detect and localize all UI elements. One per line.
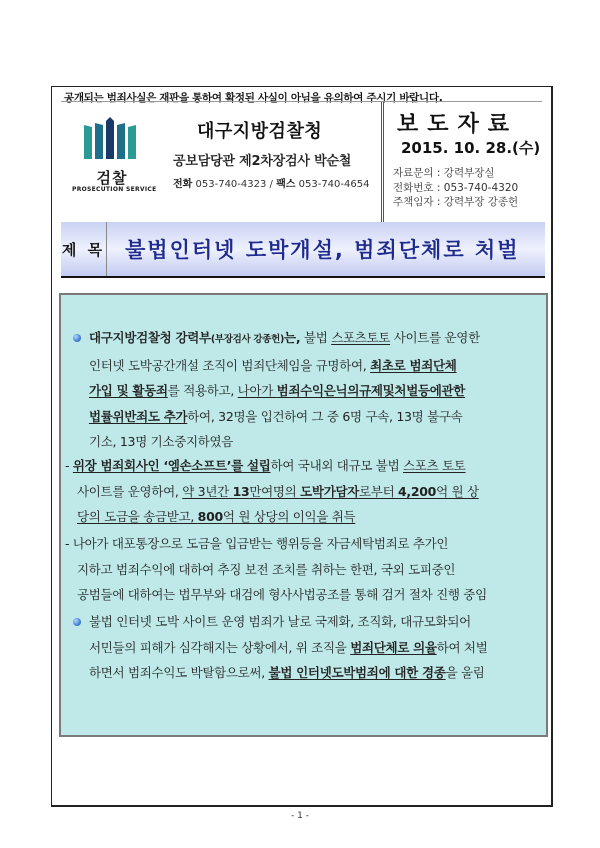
- summary-paragraph-2: - 위장 범죄회사인 ‘엠손소프트’를 설립하여 국내외 대규모 불법 스포츠 토토 사이트를 운영하여, 약 3년간 13만여명의 도박가담자로부터 4,200억 원 상 당의 도금을 송금받고, 800억 원 상당의 이익을 취득: [65, 458, 479, 524]
- subject-label: 제 목: [61, 222, 107, 276]
- office-name: 대구지방검찰청: [197, 121, 323, 142]
- phone-label: 전화: [173, 179, 193, 190]
- bullet-icon: [73, 334, 81, 342]
- logo-wordmark: 검찰: [96, 169, 128, 187]
- summary-paragraph-1: 대구지방검찰청 강력부(부장검사 강종헌)는, 불법 스포츠토토 사이트를 운영한 인터넷 도박공간개설 조직이 범죄단체임을 규명하여, 최초로 범죄단체 가입 및 활동죄를 적용하고, 나아가 범죄수익은닉의규제및처벌등에관한 법률위반죄도 추가하여, 32명을 입건하여 그 중 6명 구속, 13명 불구속 기소, 13명 기소중지하였음: [73, 325, 480, 455]
- fax-label: 팩스: [276, 179, 296, 190]
- separator: /: [269, 179, 277, 190]
- summary-paragraph-4: 불법 인터넷 도박 사이트 운영 범죄가 날로 국제화, 조직화, 대규모화되어 서민들의 피해가 심각해지는 상황에서, 위 조직을 범죄단체로 의율하여 처벌 하면서 범죄수익도 박탈함으로써, 불법 인터넷도박범죄에 대한 경종을 울림: [73, 609, 487, 686]
- fax-number: 053-740-4654: [298, 179, 370, 190]
- header-divider: [381, 102, 384, 224]
- divider: [61, 101, 542, 102]
- meta-row: 자료문의 : 강력부장실: [393, 167, 495, 179]
- spokesperson: 공보담당관 제2차장검사 박순철: [173, 154, 352, 169]
- subject-title: 불법인터넷 도박개설, 범죄단체로 처벌: [125, 238, 520, 262]
- contact-meta: [393, 166, 518, 210]
- disclaimer-notice: 공개되는 범죄사실은 재판을 통하여 확정된 사실이 아님을 유의하여 주시기 바랍니다.: [64, 92, 443, 104]
- prosecution-emblem-icon: [84, 117, 136, 159]
- prosecution-logo: [72, 117, 157, 197]
- press-release-frame: [51, 86, 553, 807]
- press-release-title: 보도자료: [397, 112, 519, 137]
- summary-box: [59, 293, 548, 737]
- meta-row: 전화번호 : 053-740-4320: [393, 181, 519, 194]
- summary-paragraph-3: - 나아가 대포통장으로 도금을 입금받는 행위등을 자금세탁범죄로 추가인 지하고 범죄수익에 대하여 추징 보전 조치를 취하는 한편, 국외 도피중인 공범들에 대하여는 법무부와 대검에 형사사법공조를 통해 검거 절차 진행 중임: [65, 536, 487, 602]
- meta-row: 주책임자 : 강력부장 강종헌: [393, 196, 519, 208]
- bullet-icon: [73, 618, 81, 626]
- page-number: - 1 -: [291, 811, 309, 821]
- subject-bar: [61, 222, 545, 278]
- office-contact: [173, 175, 369, 190]
- release-date: 2015. 10. 28.(수): [401, 139, 541, 157]
- logo-subtitle: PROSECUTION SERVICE: [72, 186, 157, 193]
- phone-number: 053-740-4323: [195, 179, 267, 190]
